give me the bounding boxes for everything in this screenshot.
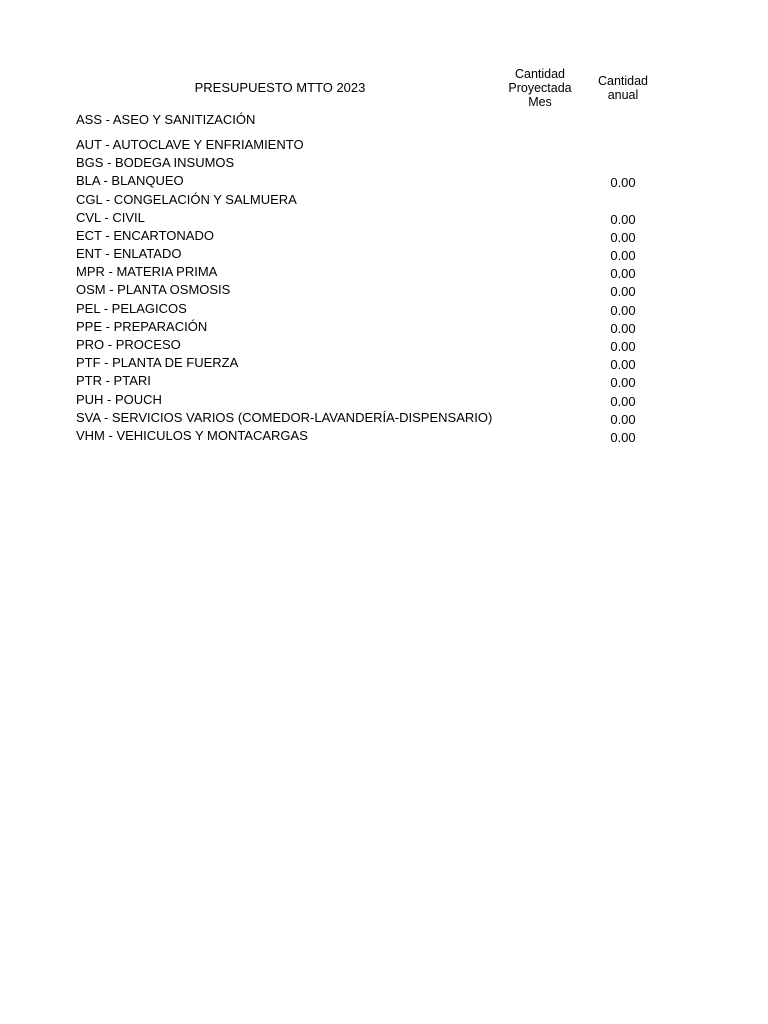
row-label: PTF - PLANTA DE FUERZA [76,355,239,370]
table-row [0,112,768,130]
row-label: AUT - AUTOCLAVE Y ENFRIAMIENTO [76,137,304,152]
row-annual-value: 0.00 [610,266,636,281]
table-row [0,392,768,410]
table-row [0,210,768,228]
table-row [0,301,768,319]
row-label: PRO - PROCESO [76,337,181,352]
table-row [0,173,768,191]
row-label: CGL - CONGELACIÓN Y SALMUERA [76,192,297,207]
row-label: PUH - POUCH [76,392,162,407]
column-header-line: Mes [528,95,552,109]
row-annual-value: 0.00 [610,248,636,263]
row-annual-value: 0.00 [610,375,636,390]
row-annual-value: 0.00 [610,175,636,190]
row-label: OSM - PLANTA OSMOSIS [76,282,231,297]
row-annual-value: 0.00 [610,321,636,336]
row-label: PEL - PELAGICOS [76,301,187,316]
table-row [0,373,768,391]
row-label: MPR - MATERIA PRIMA [76,264,218,279]
column-header-cantidad-anual [589,74,657,102]
row-label: ENT - ENLATADO [76,246,182,261]
row-annual-value: 0.00 [610,230,636,245]
row-label: PPE - PREPARACIÓN [76,319,208,334]
row-label: SVA - SERVICIOS VARIOS (COMEDOR-LAVANDERÍA-DISPENSARIO) [76,410,493,425]
row-label: ECT - ENCARTONADO [76,228,214,243]
row-label: BGS - BODEGA INSUMOS [76,155,235,170]
table-row [0,428,768,446]
table-row [0,319,768,337]
row-annual-value: 0.00 [610,430,636,445]
row-label: PTR - PTARI [76,373,151,388]
table-row [0,192,768,210]
table-row [0,355,768,373]
table-row [0,137,768,155]
table-row [0,282,768,300]
row-label: BLA - BLANQUEO [76,173,184,188]
row-annual-value: 0.00 [610,339,636,354]
column-header-line: anual [607,88,639,102]
table-row [0,246,768,264]
row-label: CVL - CIVIL [76,210,145,225]
table-row [0,228,768,246]
table-row [0,410,768,428]
row-annual-value: 0.00 [610,357,636,372]
row-label: VHM - VEHICULOS Y MONTACARGAS [76,428,308,443]
row-annual-value: 0.00 [610,394,636,409]
table-row [0,155,768,173]
column-header-cantidad-proyectada-mes [500,67,580,109]
column-header-line: Cantidad [597,74,649,88]
table-row [0,264,768,282]
row-annual-value: 0.00 [610,412,636,427]
row-annual-value: 0.00 [610,303,636,318]
row-annual-value: 0.00 [610,212,636,227]
row-label: ASS - ASEO Y SANITIZACIÓN [76,112,256,127]
row-annual-value: 0.00 [610,284,636,299]
page-title: PRESUPUESTO MTTO 2023 [194,80,366,95]
column-header-line: Cantidad [514,67,566,81]
column-header-line: Proyectada [508,81,572,95]
table-row [0,337,768,355]
